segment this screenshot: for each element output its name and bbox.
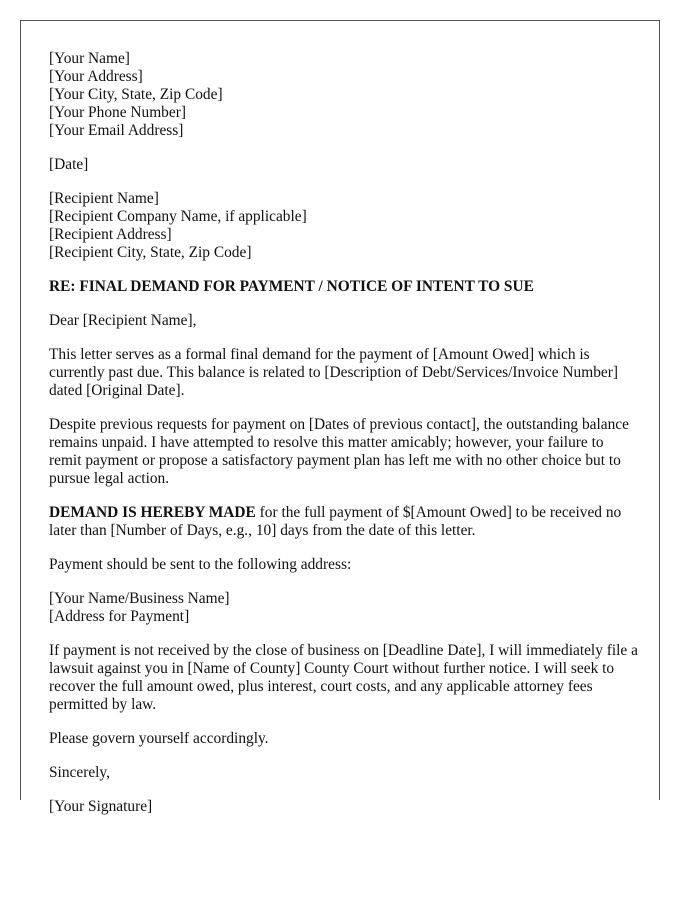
payment-name: [Your Name/Business Name] xyxy=(49,590,230,607)
paragraph-demand xyxy=(49,504,639,540)
recipient-name: [Recipient Name] xyxy=(49,190,159,207)
letter-page xyxy=(20,20,660,815)
paragraph-previous-requests: Despite previous requests for payment on [Dates of previous contact], the outstanding balance remains unpaid. I have attempted to resolve this matter amicably; however, your failure to remit payment or propose a satisfactory payment plan has left me with no other choice but to pursue legal action. xyxy=(49,416,629,487)
salutation: Dear [Recipient Name], xyxy=(49,312,197,329)
paragraph-lawsuit-warning: If payment is not received by the close of business on [Deadline Date], I will immediately file a lawsuit against you in [Name of County] County Court without further notice. I will seek to recover the full amount owed, plus interest, court costs, and any applicable attorney fees permitted by law. xyxy=(49,642,638,713)
letter-date: [Date] xyxy=(49,156,89,173)
letter-body xyxy=(49,50,639,832)
demand-text: for the full payment of $[Amount Owed] to be received no later than [Number of Days, e.g., 10] days from the date of this letter. xyxy=(49,504,622,539)
sender-name: [Your Name] xyxy=(49,50,130,67)
paragraph-demand-intro: This letter serves as a formal final demand for the payment of [Amount Owed] which is currently past due. This balance is related to [Description of Debt/Services/Invoice Number] dated [Original Date]. xyxy=(49,346,618,399)
signature: [Your Signature] xyxy=(49,798,153,815)
recipient-city-state-zip: [Recipient City, State, Zip Code] xyxy=(49,244,252,261)
sender-city-state-zip: [Your City, State, Zip Code] xyxy=(49,86,223,103)
payment-address-block xyxy=(49,590,639,626)
recipient-company: [Recipient Company Name, if applicable] xyxy=(49,208,307,225)
paragraph-govern: Please govern yourself accordingly. xyxy=(49,730,269,747)
demand-emphasis: DEMAND IS HEREBY MADE xyxy=(49,504,256,521)
sender-address: [Your Address] xyxy=(49,68,143,85)
closing: Sincerely, xyxy=(49,764,110,781)
sender-phone: [Your Phone Number] xyxy=(49,104,186,121)
date-block xyxy=(49,156,639,174)
payment-address: [Address for Payment] xyxy=(49,608,190,625)
paragraph-payment-instructions: Payment should be sent to the following address: xyxy=(49,556,352,573)
sender-block xyxy=(49,50,639,140)
recipient-address: [Recipient Address] xyxy=(49,226,172,243)
recipient-block xyxy=(49,190,639,262)
subject-line: RE: FINAL DEMAND FOR PAYMENT / NOTICE OF INTENT TO SUE xyxy=(49,278,534,295)
sender-email: [Your Email Address] xyxy=(49,122,184,139)
